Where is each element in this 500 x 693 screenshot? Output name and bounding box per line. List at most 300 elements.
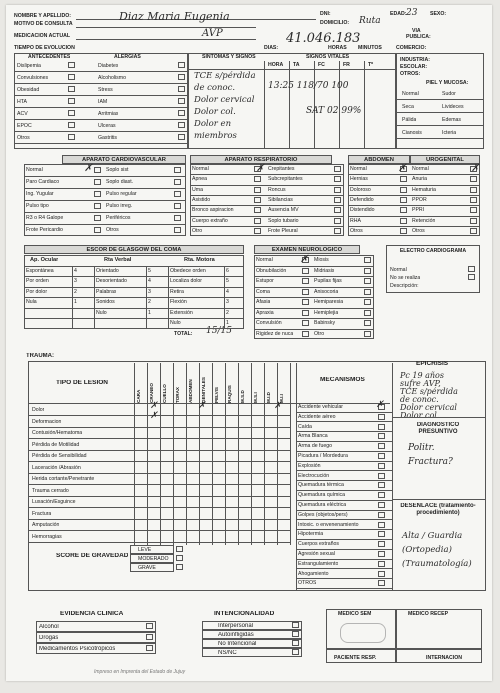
header-section: [14, 8, 484, 51]
mecanismo-item: Quemadura química: [298, 492, 345, 499]
piel-item: Icteria: [442, 130, 457, 136]
evidencia-checkbox[interactable]: [146, 645, 153, 651]
intencionalidad-checkbox[interactable]: [292, 649, 299, 655]
row-line: [296, 519, 392, 520]
row-line: [190, 185, 344, 186]
row-line: [254, 318, 374, 319]
row-line: [296, 412, 392, 413]
urogenital-checkbox[interactable]: [470, 218, 477, 224]
row-line: [348, 195, 480, 196]
neuro-right-item: Pupilas fijas: [314, 278, 342, 284]
row-line: [14, 131, 188, 132]
hand-lesion-mark: ✗: [274, 401, 282, 411]
hand-epicrisis: sufre AVP,: [400, 379, 441, 388]
ecg-checkbox[interactable]: [468, 266, 475, 272]
hand-resp-mark: ✗: [256, 163, 265, 174]
neuro-right-item: Miosis: [314, 257, 329, 263]
col-line: [339, 61, 340, 149]
medico-recep-label: MEDICO RECEP: [408, 611, 449, 617]
mecanismo-checkbox[interactable]: [378, 443, 385, 449]
cardio-left-item: Frote Pericardio: [26, 227, 63, 233]
abdomen-item: RHA: [350, 217, 361, 224]
intencionalidad-item: No Intencional: [218, 641, 257, 647]
gravedad-checkbox[interactable]: [176, 555, 183, 561]
col-line: [392, 363, 393, 591]
diagnostico-title: DIAGNOSTICO PRESUNTIVO: [416, 422, 460, 435]
row-line: [296, 510, 392, 511]
row-line: [348, 216, 480, 217]
hand-domicilio: Ruta: [359, 16, 381, 26]
neuro-right-item: Babinsky: [314, 320, 336, 326]
row-line: [296, 568, 392, 569]
mecanismo-checkbox[interactable]: [378, 453, 385, 459]
mecanismo-checkbox[interactable]: [378, 551, 385, 557]
body-col-label: M.S.D: [240, 390, 245, 403]
body-col-label: M.I.D: [266, 392, 271, 403]
cardio-right-checkbox[interactable]: [174, 227, 181, 233]
resp-right-item: Subcrepitantes: [268, 176, 303, 183]
alergia-checkbox[interactable]: [178, 98, 185, 104]
abdomen-item: Hernias: [350, 176, 368, 183]
mecanismo-item: Cuerpos extraños: [298, 541, 339, 548]
paciente-label: PACIENTE RESP.: [334, 655, 377, 661]
glasgow-score: 6: [226, 267, 229, 274]
neuro-left-item: Convulsión: [256, 320, 282, 326]
body-col-label: M.S.I: [253, 392, 258, 403]
resp-left-item: Asistido: [192, 196, 211, 203]
hand-diagnostico: Fractura?: [408, 457, 453, 467]
row-line: [254, 308, 374, 309]
urogenital-item: Otros: [412, 227, 425, 234]
neuro-right-checkbox[interactable]: [364, 278, 371, 284]
antecedente-checkbox[interactable]: [68, 74, 75, 80]
row-line: [296, 500, 392, 501]
mecanismo-item: OTROS: [298, 580, 317, 587]
resp-right-checkbox[interactable]: [334, 166, 341, 172]
glasgow-option: Sonidos: [96, 299, 115, 305]
hand-mecanismo-mark: ✗: [376, 400, 384, 410]
abdomen-title: ABDOMEN: [348, 155, 410, 164]
industria-label: INDUSTRIA:: [400, 57, 430, 63]
mecanismo-item: Accidente aéreo: [298, 413, 336, 420]
resp-right-checkbox[interactable]: [334, 228, 341, 234]
resp-left-checkbox[interactable]: [254, 228, 261, 234]
glasgow-score: 4: [226, 288, 229, 295]
mecanismo-item: Agresión sexual: [298, 551, 335, 557]
resp-left-item: Normal: [192, 166, 209, 172]
sexo-label: SEXO:: [430, 11, 447, 17]
neuro-left-checkbox[interactable]: [302, 268, 309, 274]
mecanismo-checkbox[interactable]: [378, 541, 385, 547]
resp-right-item: Roncus: [268, 186, 286, 193]
hand-motivo: AVP: [202, 28, 223, 39]
neuro-right-checkbox[interactable]: [364, 299, 371, 305]
row-line: [296, 588, 392, 589]
hand-sintoma: Dolor en: [194, 119, 232, 129]
glasgow-score: 2: [226, 309, 229, 316]
ecg-item: Descripción:: [390, 283, 419, 289]
neuro-left-item: Normal: [256, 257, 273, 263]
glasgow-option: Nula: [26, 299, 37, 305]
mecanismo-item: Caída: [298, 423, 312, 430]
antecedente-checkbox[interactable]: [68, 98, 75, 104]
cardio-right-item: Pulso regular: [106, 191, 137, 197]
hand-sintoma: Dolor col.: [194, 107, 236, 117]
piel-title: PIEL Y MUCOSA:: [426, 80, 469, 86]
row-line: [392, 499, 486, 500]
mecanismo-checkbox[interactable]: [378, 414, 385, 420]
otros-label: OTROS:: [400, 71, 421, 77]
alergias-title: ALERGIAS: [114, 54, 141, 60]
glasgow-score: 2: [74, 288, 77, 295]
row-line: [296, 421, 392, 422]
alergia-item: IAM: [98, 99, 108, 105]
alergia-checkbox[interactable]: [178, 110, 185, 116]
glasgow-title: ESCOR DE GLASGOW DEL COMA: [24, 245, 244, 254]
neuro-right-item: Hemiplejia: [314, 309, 339, 316]
escolar-label: ESCOLAR:: [400, 64, 428, 70]
resp-right-checkbox[interactable]: [334, 176, 341, 182]
hand-lesion-mark: ✗: [198, 401, 206, 411]
mecanismo-item: Electrocución: [298, 472, 330, 479]
mecanismo-checkbox[interactable]: [378, 561, 385, 567]
intencionalidad-checkbox[interactable]: [292, 631, 299, 637]
row-line: [190, 195, 344, 196]
hand-lesion-mark: ✗: [150, 411, 158, 421]
body-col-label: CARA: [136, 389, 141, 403]
neuro-left-checkbox[interactable]: [302, 310, 309, 316]
glasgow-option: Localiza dolor: [170, 278, 203, 284]
row-line: [24, 308, 244, 309]
glasgow-header: Rta. Motora: [184, 257, 215, 263]
signos-title: SIGNOS VITALES: [306, 54, 350, 60]
mecanismo-checkbox[interactable]: [378, 522, 385, 528]
alergia-checkbox[interactable]: [178, 86, 185, 92]
hand-epicrisis: Dolor col.: [400, 411, 440, 420]
cardio-left-checkbox[interactable]: [94, 179, 101, 185]
gravedad-item: MODERADO: [138, 556, 169, 562]
intencionalidad-checkbox[interactable]: [292, 640, 299, 646]
hand-lesion-mark: ✗: [150, 401, 158, 411]
antecedente-checkbox[interactable]: [68, 86, 75, 92]
evidencia-item: Medicamentos Psicotrópicos: [39, 646, 116, 652]
lesion-item: Pérdida de Motilidad: [32, 441, 80, 448]
glasgow-option: Orientado: [96, 267, 119, 274]
resp-left-checkbox[interactable]: [254, 207, 261, 213]
resp-title: APARATO RESPIRATORIO: [190, 155, 332, 164]
neuro-title: EXAMEN NEUROLOGICO: [254, 245, 360, 254]
comercio-label: COMERCIO:: [396, 45, 427, 51]
row-line: [348, 205, 480, 206]
row-line: [28, 450, 290, 451]
signos-col-header: FR: [343, 62, 350, 68]
sintomas-title: SINTOMAS Y SIGNOS: [202, 54, 256, 60]
hand-sintoma: de conoc.: [194, 83, 236, 93]
abdomen-checkbox[interactable]: [400, 218, 407, 224]
piel-item: Pálida: [402, 117, 417, 123]
urogenital-checkbox[interactable]: [470, 228, 477, 234]
urogenital-checkbox[interactable]: [470, 197, 477, 203]
mecanismo-checkbox[interactable]: [378, 580, 385, 586]
row-line: [28, 530, 290, 531]
body-col-label: M.I.I: [279, 394, 284, 403]
alergia-item: Gastritis: [98, 135, 118, 141]
row-line: [190, 216, 344, 217]
glasgow-option: Extensión: [170, 309, 193, 316]
abdomen-item: Defendido: [350, 196, 374, 203]
neuro-right-item: Anisocoria: [314, 288, 339, 295]
resp-right-checkbox[interactable]: [334, 197, 341, 203]
neuro-left-item: Apraxia: [256, 309, 274, 316]
row-line: [254, 297, 374, 298]
mecanismo-item: Accidente vehicular: [298, 404, 343, 410]
urogenital-item: PPRI: [412, 207, 425, 214]
intenc-cell: [202, 648, 302, 657]
row-line: [14, 107, 188, 108]
neuro-right-checkbox[interactable]: [364, 268, 371, 274]
hand-glasgow-total: 15/15: [206, 326, 232, 336]
trauma-title: TRAUMA:: [26, 353, 54, 359]
alergia-checkbox[interactable]: [178, 62, 185, 68]
body-col-label: RAQUIS: [227, 385, 232, 403]
row-line: [296, 529, 392, 530]
neuro-left-item: Coma: [256, 288, 270, 295]
ecg-checkbox[interactable]: [468, 274, 475, 280]
lesion-item: Fractura: [32, 510, 52, 517]
abdomen-checkbox[interactable]: [400, 228, 407, 234]
abdomen-item: Distendido: [350, 207, 375, 214]
antecedente-item: HTA: [17, 99, 27, 105]
row-line: [392, 417, 486, 418]
resp-right-item: Crepitantes: [268, 166, 295, 172]
row-line: [14, 95, 188, 96]
hand-epicrisis: de conoc.: [400, 395, 439, 404]
footer-text: Impreso en Imprenta del Estado de Jujuy: [94, 669, 186, 675]
cardio-right-item: Otros: [106, 227, 119, 233]
row-line: [190, 226, 344, 227]
ecg-item: No se realiza: [390, 275, 421, 281]
glasgow-score: 1: [74, 299, 77, 305]
body-col-label: GENITALES: [201, 377, 206, 403]
urogenital-item: Hematuria: [412, 186, 436, 193]
row-line: [296, 461, 392, 462]
neuro-right-item: Otro: [314, 330, 325, 337]
evidencia-item: Alcohol: [39, 624, 59, 630]
hand-desenlace: (Ortopedia): [402, 545, 452, 555]
glasgow-score: 1: [148, 309, 151, 316]
glasgow-total-label: TOTAL:: [174, 330, 193, 337]
cardio-left-item: Ing. Yugular: [26, 191, 54, 197]
col-line: [146, 266, 147, 329]
glasgow-option: Por orden: [26, 278, 49, 284]
dni-label: DNI:: [320, 11, 331, 17]
neuro-right-checkbox[interactable]: [364, 331, 371, 337]
row-line: [24, 212, 186, 213]
neuro-right-checkbox[interactable]: [364, 257, 371, 263]
mecanismo-checkbox[interactable]: [378, 512, 385, 518]
row-line: [28, 473, 290, 474]
cardio-left-item: Paro Cardiaco: [26, 179, 60, 185]
resp-right-checkbox[interactable]: [334, 207, 341, 213]
resp-left-item: Otro: [192, 227, 203, 234]
resp-right-checkbox[interactable]: [334, 218, 341, 224]
cardio-left-checkbox[interactable]: [94, 203, 101, 209]
antecedente-checkbox[interactable]: [68, 62, 75, 68]
mecanismo-checkbox[interactable]: [378, 433, 385, 439]
intencionalidad-item: NS/NC: [218, 650, 237, 656]
antecedente-checkbox[interactable]: [68, 134, 75, 140]
row-line: [296, 578, 392, 579]
piel-item: Edemas: [442, 117, 462, 123]
mecanismo-checkbox[interactable]: [378, 473, 385, 479]
cardio-left-item: Normal: [26, 167, 43, 173]
urogenital-checkbox[interactable]: [470, 207, 477, 213]
glasgow-option: Por dolor: [26, 288, 48, 295]
internacion-label: INTERNACION: [426, 655, 463, 661]
row-line: [24, 287, 244, 288]
lesion-item: Deformacion: [32, 418, 62, 425]
hand-epicrisis: Pc 19 años: [400, 371, 444, 380]
urogenital-item: Retención: [412, 217, 436, 224]
glasgow-score: 3: [148, 288, 151, 295]
col-line: [94, 266, 95, 329]
neuro-left-checkbox[interactable]: [302, 320, 309, 326]
alergia-checkbox[interactable]: [178, 134, 185, 140]
mecanismo-checkbox[interactable]: [378, 571, 385, 577]
cardio-left-checkbox[interactable]: [94, 191, 101, 197]
mecanismo-checkbox[interactable]: [378, 482, 385, 488]
evidencia-checkbox[interactable]: [146, 623, 153, 629]
neuro-left-checkbox[interactable]: [302, 278, 309, 284]
abdomen-item: Doloroso: [350, 186, 371, 193]
row-line: [24, 224, 186, 225]
resp-right-checkbox[interactable]: [334, 187, 341, 193]
resp-left-checkbox[interactable]: [254, 176, 261, 182]
row-line: [28, 519, 290, 520]
hand-nombre: Diaz Maria Eugenia: [119, 10, 230, 23]
neuro-right-checkbox[interactable]: [364, 289, 371, 295]
alergia-checkbox[interactable]: [178, 122, 185, 128]
antecedente-checkbox[interactable]: [68, 110, 75, 116]
col-line: [296, 363, 297, 591]
cardio-right-checkbox[interactable]: [174, 167, 181, 173]
mecanismo-item: Ahogamiento: [298, 570, 329, 577]
horas-label: HORAS: [328, 45, 347, 51]
resp-right-item: Ausencia MV: [268, 207, 299, 214]
abdomen-checkbox[interactable]: [400, 207, 407, 213]
gravedad-checkbox[interactable]: [176, 546, 183, 552]
row-line: [24, 176, 186, 177]
neuro-right-item: Midriasis: [314, 267, 335, 274]
mecanismo-checkbox[interactable]: [378, 531, 385, 537]
medicacion-label: MEDICACION ACTUAL: [14, 33, 71, 39]
antecedente-item: Obesidad: [17, 87, 40, 93]
abdomen-checkbox[interactable]: [400, 176, 407, 182]
neuro-left-checkbox[interactable]: [302, 289, 309, 295]
mecanismo-item: Explosión: [298, 462, 321, 469]
abdomen-checkbox[interactable]: [400, 197, 407, 203]
neuro-left-checkbox[interactable]: [302, 331, 309, 337]
col-line: [290, 363, 291, 545]
desenlace-title: DESENLACE (tratamiento-procedimiento): [400, 503, 476, 516]
piel-item: Livideces: [442, 104, 464, 110]
motivo-label: MOTIVO DE CONSULTA: [14, 21, 73, 27]
row-line: [348, 174, 480, 175]
evidencia-checkbox[interactable]: [146, 634, 153, 640]
cardio-left-checkbox[interactable]: [94, 167, 101, 173]
urogenital-item: Normal: [412, 166, 429, 172]
row-line: [28, 542, 290, 543]
resp-right-item: Frote Pleural: [268, 227, 298, 234]
gravedad-title: SCORE DE GRAVEDAD: [56, 553, 129, 559]
antecedente-checkbox[interactable]: [68, 122, 75, 128]
hand-diagnostico: Politr.: [408, 443, 435, 453]
hand-desenlace: (Traumatología): [402, 559, 472, 569]
row-line: [254, 287, 374, 288]
glasgow-score: 1: [226, 320, 229, 326]
glasgow-option: Nulo: [96, 309, 107, 316]
antecedente-item: Convulsiones: [17, 75, 49, 81]
mecanismo-checkbox[interactable]: [378, 502, 385, 508]
cardio-right-checkbox[interactable]: [174, 179, 181, 185]
hand-cardio-mark: ✗: [84, 163, 93, 174]
resp-left-checkbox[interactable]: [254, 187, 261, 193]
neuro-right-checkbox[interactable]: [364, 310, 371, 316]
cardio-right-checkbox[interactable]: [174, 203, 181, 209]
body-col-label: ABDOMEN: [188, 379, 193, 403]
urogenital-checkbox[interactable]: [470, 187, 477, 193]
neuro-left-item: Rigidez de nuca: [256, 330, 294, 337]
row-line: [254, 266, 374, 267]
neuro-right-checkbox[interactable]: [364, 320, 371, 326]
mecanismo-item: Arma Blanca: [298, 433, 328, 440]
glasgow-score: 3: [226, 299, 229, 305]
mecanismo-checkbox[interactable]: [378, 463, 385, 469]
neuro-left-item: Obnubilación: [256, 267, 287, 274]
abdomen-checkbox[interactable]: [400, 187, 407, 193]
row-line: [348, 226, 480, 227]
resp-left-checkbox[interactable]: [254, 218, 261, 224]
cardio-left-checkbox[interactable]: [94, 227, 101, 233]
cardio-right-checkbox[interactable]: [174, 215, 181, 221]
hand-abd-mark: ✗: [398, 163, 407, 174]
mecanismo-checkbox[interactable]: [378, 492, 385, 498]
mecanismo-checkbox[interactable]: [378, 424, 385, 430]
gravedad-checkbox[interactable]: [176, 564, 183, 570]
hand-epicrisis: Dolor cervical: [400, 403, 457, 412]
alergia-checkbox[interactable]: [178, 74, 185, 80]
row-line: [296, 451, 392, 452]
hand-sintoma: Dolor cervical: [194, 95, 255, 105]
hand-uro-mark: ✗: [471, 163, 480, 174]
nombre-label: NOMBRE Y APELLIDO:: [14, 13, 71, 19]
intencionalidad-checkbox[interactable]: [292, 622, 299, 628]
resp-left-checkbox[interactable]: [254, 197, 261, 203]
row-line: [24, 276, 244, 277]
neuro-left-checkbox[interactable]: [302, 299, 309, 305]
col-line: [264, 61, 265, 149]
urogenital-item: Anuria: [412, 176, 427, 183]
hand-epicrisis: TCE s/pérdida: [400, 387, 458, 396]
row-line: [190, 205, 344, 206]
urogenital-checkbox[interactable]: [470, 176, 477, 182]
cardio-left-checkbox[interactable]: [94, 215, 101, 221]
resp-left-item: Bronco aspiracion: [192, 207, 234, 214]
row-line: [28, 461, 290, 462]
cardio-right-checkbox[interactable]: [174, 191, 181, 197]
lesion-item: Dolor: [32, 407, 45, 413]
row-line: [24, 318, 244, 319]
